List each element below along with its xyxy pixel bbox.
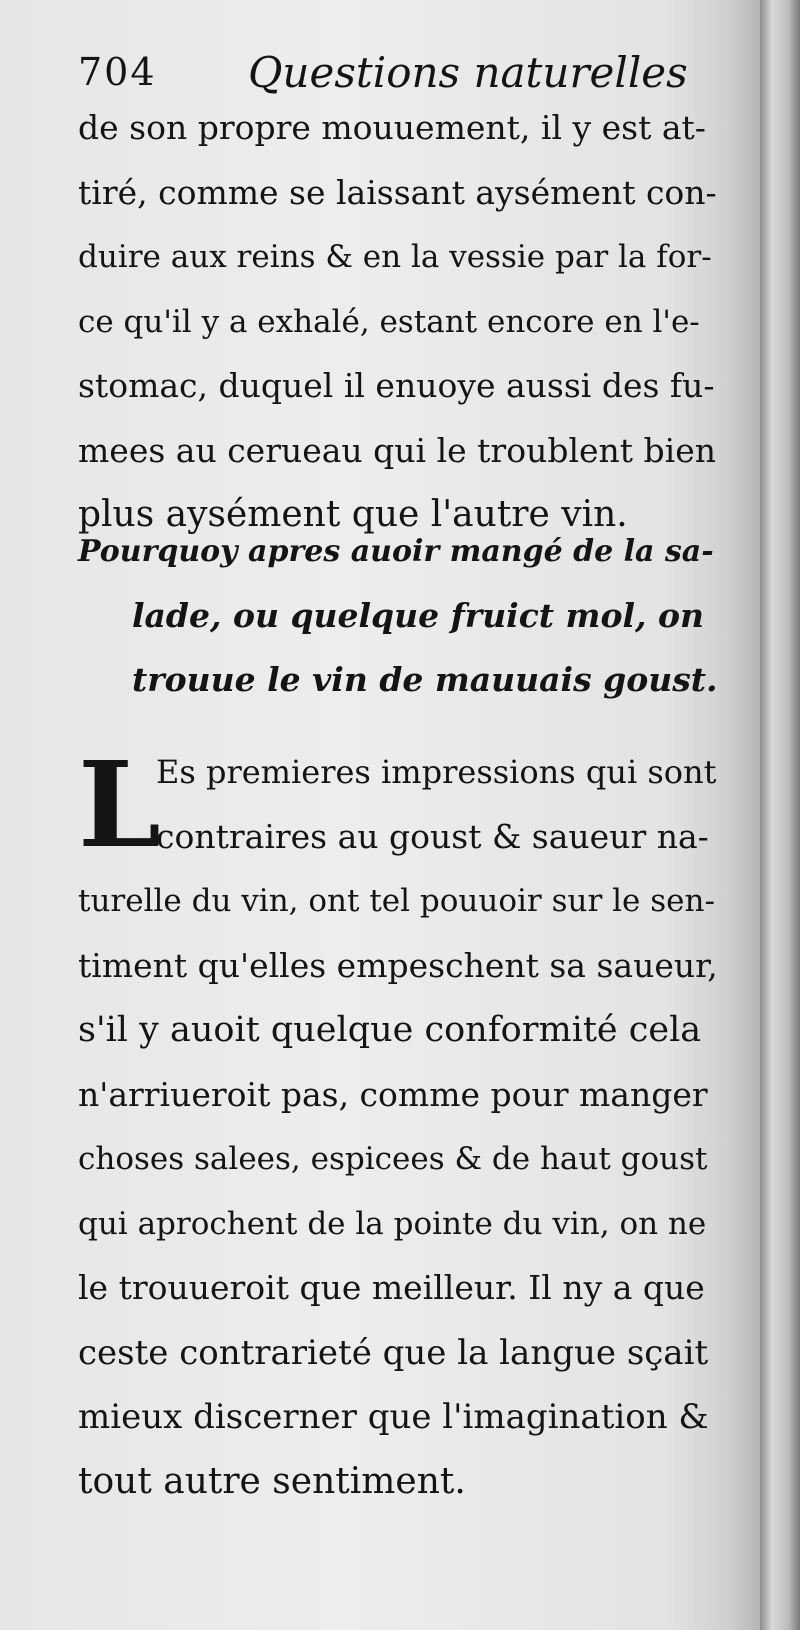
text-line: timent qu'elles empeschent sa saueur, [78, 945, 718, 985]
page-number: 704 [78, 50, 157, 94]
intro-paragraph [78, 96, 718, 548]
text-line: s'il y auoit quelque conformité cela [78, 1010, 702, 1050]
text-line: stomac, duquel il enuoye aussi des fu- [78, 366, 715, 405]
text-line: tout autre sentiment. [78, 1460, 466, 1502]
text-line: contraires au goust & saueur na- [156, 816, 709, 856]
running-title: Questions naturelles [248, 48, 688, 97]
text-line: qui aprochent de la pointe du vin, on ne [78, 1205, 707, 1242]
text-line: tiré, comme se laissant aysément con- [78, 172, 717, 212]
text-line: de son propre mouuement, il y est at- [78, 108, 706, 147]
text-line: n'arriueroit pas, comme pour manger [78, 1074, 708, 1114]
body-paragraph [78, 735, 718, 1514]
text-line: mees au cerueau qui le troublent bien [78, 430, 717, 470]
text-line: plus aysément que l'autre vin. [78, 494, 628, 535]
heading-line: trouue le vin de mauuais goust. [132, 660, 718, 699]
heading-line: Pourquoy apres auoir mangé de la sa- [78, 534, 714, 569]
text-line: Es premieres impressions qui sont [156, 753, 717, 791]
text-line: mieux discerner que l'imagination & [78, 1397, 709, 1437]
text-line: le trouueroit que meilleur. Il ny a que [78, 1268, 705, 1307]
drop-cap: L [78, 735, 161, 874]
section-heading [78, 520, 718, 712]
text-line: duire aux reins & en la vessie par la for- [78, 239, 712, 275]
text-line: ceste contrarieté que la langue sçait [78, 1332, 709, 1373]
text-line: turelle du vin, ont tel pouuoir sur le sen- [78, 883, 715, 919]
heading-line: lade, ou quelque fruict mol, on [132, 596, 704, 635]
text-line: ce qu'il y a exhalé, estant encore en l'e- [78, 303, 700, 340]
page-header [78, 42, 718, 102]
text-line: choses salees, espicees & de haut goust [78, 1141, 708, 1177]
page-edge [760, 0, 800, 1630]
